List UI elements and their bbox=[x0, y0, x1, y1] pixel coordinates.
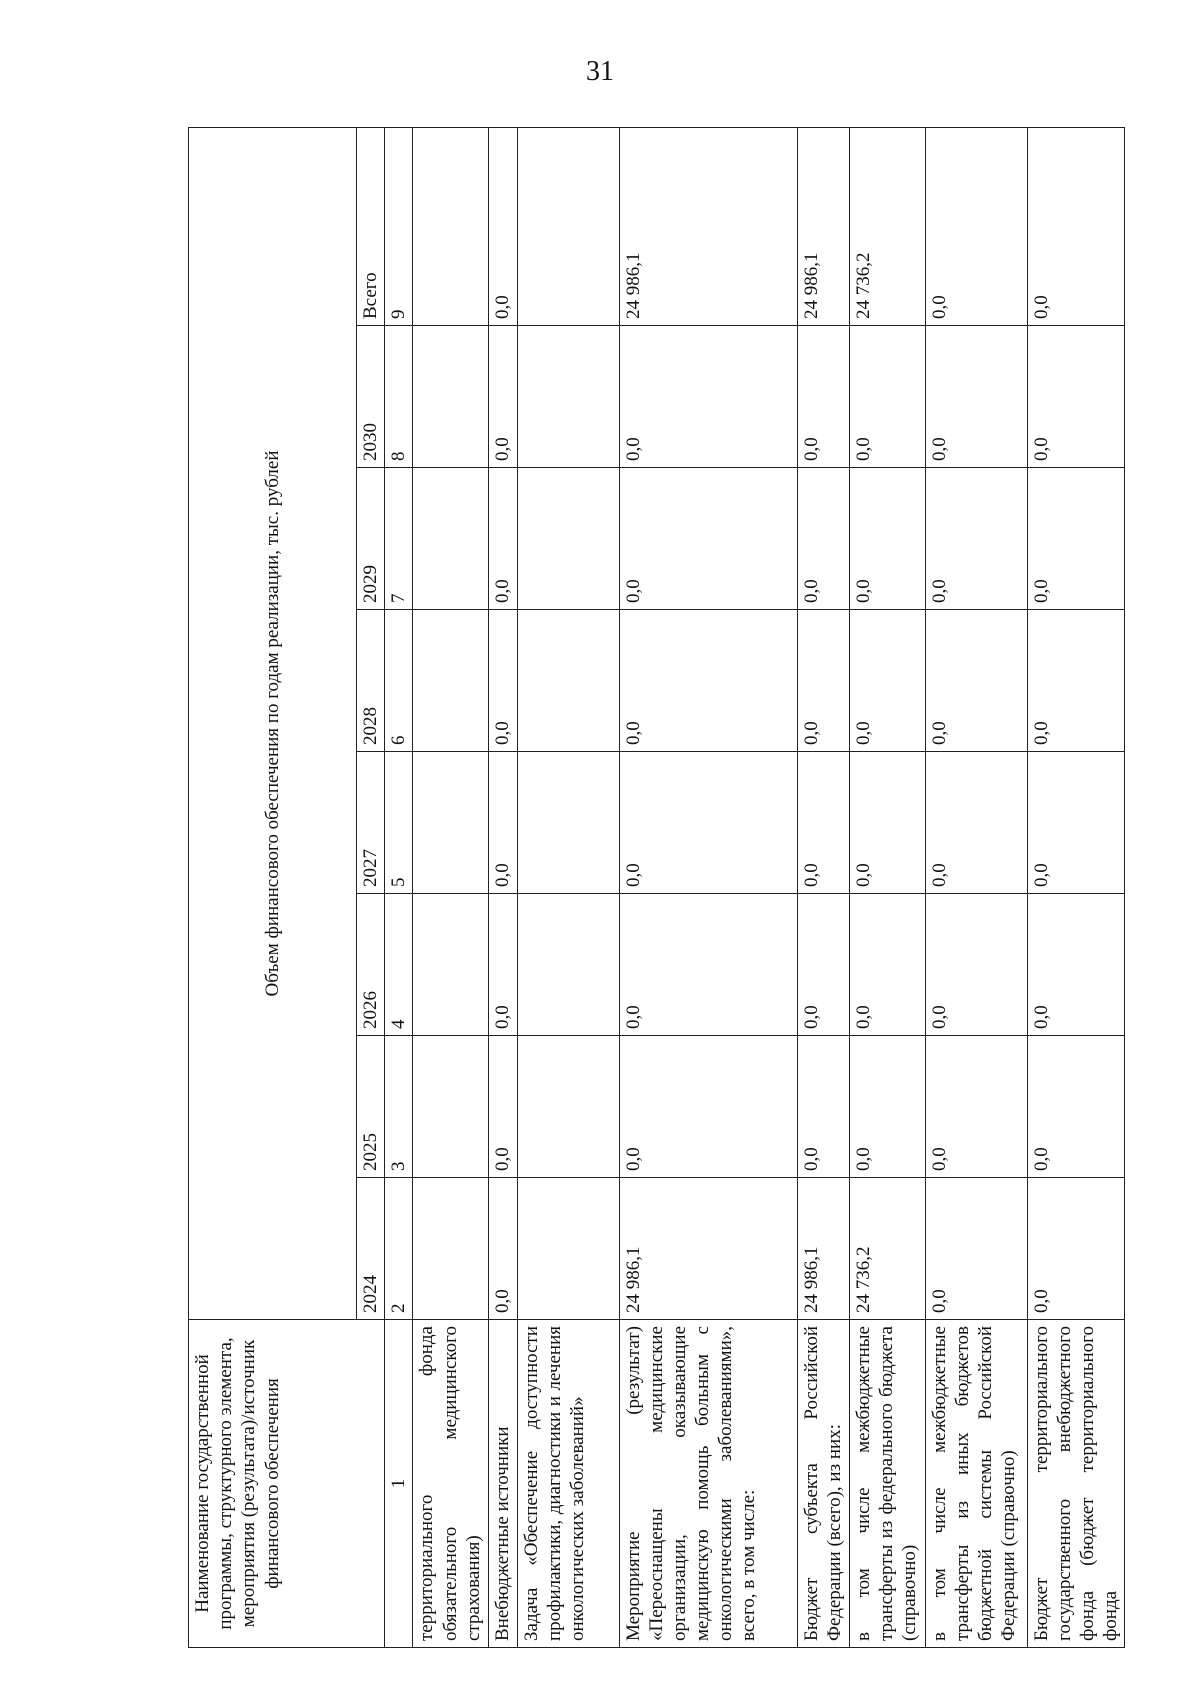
cell-value bbox=[517, 1178, 619, 1320]
row-name: Мероприятие (результат) «Переоснащены медицинские организации, оказывающие медицинскую помощь больным с онкологическими заболеваниями», всего, в том числе: bbox=[619, 1320, 797, 1648]
cell-value: 0,0 bbox=[489, 1036, 517, 1178]
cell-total: 0,0 bbox=[1027, 127, 1125, 325]
cell-value: 0,0 bbox=[925, 894, 1027, 1036]
cell-value bbox=[413, 610, 489, 752]
cell-value: 24 986,1 bbox=[619, 1178, 797, 1320]
cell-total: 24 736,2 bbox=[849, 127, 925, 325]
cell-value: 0,0 bbox=[1027, 752, 1125, 894]
cell-value: 0,0 bbox=[1027, 1036, 1125, 1178]
cell-value bbox=[413, 326, 489, 468]
header-year: 2029 bbox=[357, 468, 385, 610]
row-name: в том числе межбюджетные трансферты из федерального бюджета (справочно) bbox=[849, 1320, 925, 1648]
header-year: 2025 bbox=[357, 1036, 385, 1178]
cell-value: 0,0 bbox=[489, 610, 517, 752]
cell-value: 0,0 bbox=[797, 468, 849, 610]
cell-value: 0,0 bbox=[797, 894, 849, 1036]
cell-value bbox=[413, 894, 489, 1036]
header-year: 2028 bbox=[357, 610, 385, 752]
row-name: территориального фонда обязательного медицинского страхования) bbox=[413, 1320, 489, 1648]
header-year: 2027 bbox=[357, 752, 385, 894]
row-name: Бюджет субъекта Российской Федерации (всего), из них: bbox=[797, 1320, 849, 1648]
cell-value bbox=[413, 1178, 489, 1320]
cell-value: 0,0 bbox=[619, 610, 797, 752]
page-number: 31 bbox=[586, 56, 614, 87]
cell-value: 0,0 bbox=[797, 610, 849, 752]
cell-value: 0,0 bbox=[489, 468, 517, 610]
cell-value bbox=[413, 1036, 489, 1178]
cell-value: 0,0 bbox=[619, 894, 797, 1036]
cell-value: 0,0 bbox=[1027, 468, 1125, 610]
row-name: Бюджет территориального государственного внебюджетного фонда (бюджет территориального фонда bbox=[1027, 1320, 1125, 1648]
rotated-table-container bbox=[188, 128, 1122, 1648]
cell-value: 0,0 bbox=[489, 1178, 517, 1320]
row-name: в том числе межбюджетные трансферты из иных бюджетов бюджетной системы Российской Федерации (справочно) bbox=[925, 1320, 1027, 1648]
cell-value: 0,0 bbox=[489, 326, 517, 468]
cell-value bbox=[517, 468, 619, 610]
cell-value: 0,0 bbox=[619, 1036, 797, 1178]
cell-value: 0,0 bbox=[797, 326, 849, 468]
cell-value: 0,0 bbox=[849, 894, 925, 1036]
header-year: 2026 bbox=[357, 894, 385, 1036]
table-row bbox=[619, 127, 797, 1647]
cell-value: 0,0 bbox=[797, 1036, 849, 1178]
column-number: 9 bbox=[385, 127, 413, 325]
header-total: Всего bbox=[357, 127, 385, 325]
cell-value: 0,0 bbox=[849, 468, 925, 610]
cell-value bbox=[517, 1036, 619, 1178]
table-row bbox=[849, 127, 925, 1647]
table-row bbox=[517, 127, 619, 1647]
column-number: 4 bbox=[385, 894, 413, 1036]
cell-value: 0,0 bbox=[925, 752, 1027, 894]
cell-value bbox=[517, 326, 619, 468]
cell-value: 0,0 bbox=[925, 1036, 1027, 1178]
cell-value: 24 986,1 bbox=[797, 1178, 849, 1320]
cell-total bbox=[517, 127, 619, 325]
header-funding-span: Объем финансового обеспечения по годам реализации, тыс. рублей bbox=[189, 127, 357, 1319]
cell-value: 0,0 bbox=[489, 752, 517, 894]
cell-value bbox=[413, 468, 489, 610]
column-number: 2 bbox=[385, 1178, 413, 1320]
cell-value: 0,0 bbox=[849, 610, 925, 752]
cell-value: 0,0 bbox=[797, 752, 849, 894]
cell-value bbox=[517, 752, 619, 894]
cell-total: 0,0 bbox=[489, 127, 517, 325]
cell-value: 0,0 bbox=[1027, 326, 1125, 468]
cell-value bbox=[517, 894, 619, 1036]
header-year: 2024 bbox=[357, 1178, 385, 1320]
column-number: 8 bbox=[385, 326, 413, 468]
cell-value: 0,0 bbox=[1027, 1178, 1125, 1320]
table-row bbox=[797, 127, 849, 1647]
column-number: 6 bbox=[385, 610, 413, 752]
table-row bbox=[1027, 127, 1125, 1647]
financing-table bbox=[188, 127, 1125, 1648]
cell-value: 0,0 bbox=[619, 326, 797, 468]
column-number: 3 bbox=[385, 1036, 413, 1178]
cell-value: 0,0 bbox=[925, 1178, 1027, 1320]
cell-value bbox=[413, 752, 489, 894]
cell-value: 24 736,2 bbox=[849, 1178, 925, 1320]
header-name-column: Наименование государственной программы, структурного элемента, мероприятия (результата)/источник финансового обеспечения bbox=[189, 1320, 385, 1648]
cell-total bbox=[413, 127, 489, 325]
cell-value: 0,0 bbox=[925, 326, 1027, 468]
column-number: 5 bbox=[385, 752, 413, 894]
cell-value: 0,0 bbox=[849, 326, 925, 468]
table-row bbox=[489, 127, 517, 1647]
row-name: Внебюджетные источники bbox=[489, 1320, 517, 1648]
header-year: 2030 bbox=[357, 326, 385, 468]
cell-total: 24 986,1 bbox=[619, 127, 797, 325]
column-number: 1 bbox=[385, 1320, 413, 1648]
cell-value: 0,0 bbox=[1027, 610, 1125, 752]
cell-value bbox=[517, 610, 619, 752]
cell-value: 0,0 bbox=[619, 752, 797, 894]
cell-value: 0,0 bbox=[849, 1036, 925, 1178]
column-number: 7 bbox=[385, 468, 413, 610]
cell-value: 0,0 bbox=[489, 894, 517, 1036]
cell-value: 0,0 bbox=[925, 610, 1027, 752]
cell-total: 24 986,1 bbox=[797, 127, 849, 325]
cell-total: 0,0 bbox=[925, 127, 1027, 325]
table-row bbox=[413, 127, 489, 1647]
cell-value: 0,0 bbox=[925, 468, 1027, 610]
cell-value: 0,0 bbox=[849, 752, 925, 894]
row-name: Задача «Обеспечение доступности профилактики, диагностики и лечения онкологических заболеваний» bbox=[517, 1320, 619, 1648]
cell-value: 0,0 bbox=[1027, 894, 1125, 1036]
table-row bbox=[925, 127, 1027, 1647]
cell-value: 0,0 bbox=[619, 468, 797, 610]
